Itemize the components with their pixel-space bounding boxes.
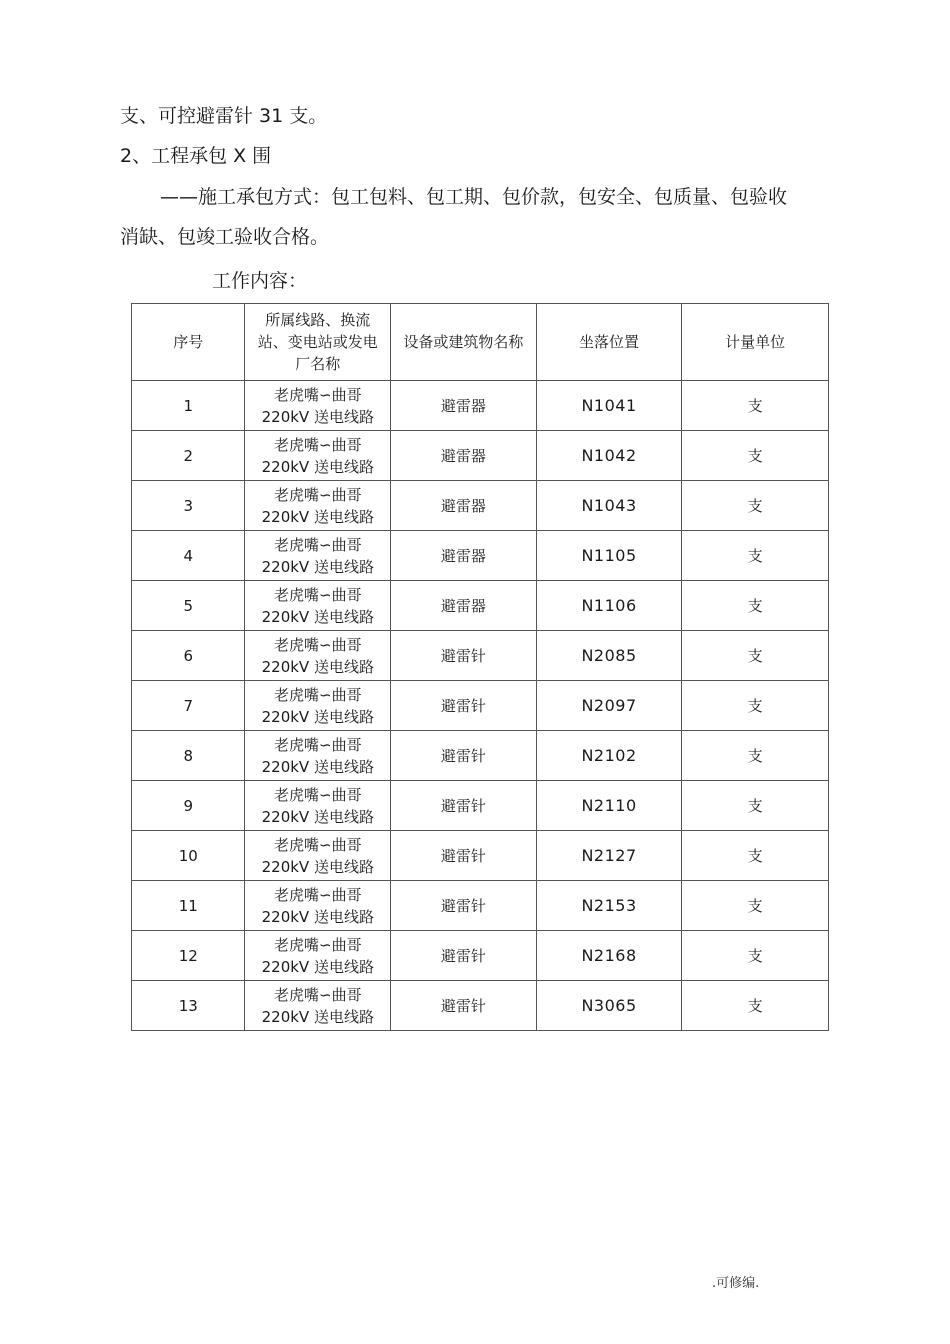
cell-line [245,931,391,981]
cell-line [245,431,391,481]
cell-line-b: 220kV 送电线路 [261,457,374,476]
table-row [132,531,829,581]
cell-seq: 2 [132,431,245,481]
table-row [132,931,829,981]
cell-seq: 5 [132,581,245,631]
cell-device: 避雷针 [391,781,537,831]
table-row [132,681,829,731]
cell-position: N1042 [536,431,682,481]
cell-line-a: 老虎嘴∽曲哥 [274,685,362,704]
cell-line-b: 220kV 送电线路 [261,607,374,626]
table-row [132,431,829,481]
cell-seq: 7 [132,681,245,731]
cell-line-b: 220kV 送电线路 [261,707,374,726]
cell-line [245,881,391,931]
header-line-part1: 所属线路、换流 [265,311,371,329]
cell-line-a: 老虎嘴∽曲哥 [274,535,362,554]
paragraph-contract-mode: ——施工承包方式：包工包料、包工期、包价款，包安全、包质量、包验收 [160,186,788,208]
table-row [132,981,829,1031]
table-row [132,381,829,431]
cell-line-b: 220kV 送电线路 [261,957,374,976]
cell-seq: 6 [132,631,245,681]
cell-unit: 支 [682,881,829,931]
cell-seq: 11 [132,881,245,931]
header-unit: 计量单位 [682,304,829,381]
cell-unit: 支 [682,481,829,531]
cell-device: 避雷针 [391,681,537,731]
cell-position: N2168 [536,931,682,981]
cell-line [245,731,391,781]
cell-position: N2110 [536,781,682,831]
cell-unit: 支 [682,981,829,1031]
cell-device: 避雷器 [391,581,537,631]
cell-line-a: 老虎嘴∽曲哥 [274,435,362,454]
cell-line [245,581,391,631]
footer-note: .可修编. [712,1276,760,1291]
table-row [132,731,829,781]
cell-line [245,681,391,731]
cell-device: 避雷针 [391,881,537,931]
cell-device: 避雷针 [391,931,537,981]
cell-line-b: 220kV 送电线路 [261,657,374,676]
cell-position: N1043 [536,481,682,531]
cell-position: N3065 [536,981,682,1031]
cell-line-a: 老虎嘴∽曲哥 [274,735,362,754]
header-device: 设备或建筑物名称 [391,304,537,381]
cell-unit: 支 [682,831,829,881]
cell-line-a: 老虎嘴∽曲哥 [274,835,362,854]
cell-line-a: 老虎嘴∽曲哥 [274,635,362,654]
cell-seq: 4 [132,531,245,581]
cell-line-a: 老虎嘴∽曲哥 [274,385,362,404]
table-row [132,631,829,681]
cell-unit: 支 [682,731,829,781]
cell-device: 避雷器 [391,481,537,531]
paragraph-contract-mode-cont: 消缺、包竣工验收合格。 [120,226,330,248]
cell-seq: 13 [132,981,245,1031]
cell-line-b: 220kV 送电线路 [261,1007,374,1026]
cell-device: 避雷器 [391,431,537,481]
cell-seq: 8 [132,731,245,781]
cell-seq: 9 [132,781,245,831]
cell-line-b: 220kV 送电线路 [261,557,374,576]
cell-line [245,981,391,1031]
work-content-table [131,303,829,1031]
cell-position: N2127 [536,831,682,881]
cell-line-a: 老虎嘴∽曲哥 [274,885,362,904]
cell-line-b: 220kV 送电线路 [261,907,374,926]
cell-position: N2097 [536,681,682,731]
table-row [132,481,829,531]
cell-position: N2085 [536,631,682,681]
cell-line [245,781,391,831]
cell-seq: 10 [132,831,245,881]
cell-position: N2153 [536,881,682,931]
cell-unit: 支 [682,531,829,581]
cell-line-a: 老虎嘴∽曲哥 [274,585,362,604]
cell-line-b: 220kV 送电线路 [261,507,374,526]
cell-line-a: 老虎嘴∽曲哥 [274,485,362,504]
cell-line [245,481,391,531]
cell-unit: 支 [682,681,829,731]
header-line-part3: 厂名称 [295,355,341,373]
cell-unit: 支 [682,931,829,981]
table-row [132,581,829,631]
cell-seq: 3 [132,481,245,531]
cell-line-a: 老虎嘴∽曲哥 [274,985,362,1004]
header-seq: 序号 [132,304,245,381]
cell-line [245,531,391,581]
cell-line-b: 220kV 送电线路 [261,857,374,876]
cell-device: 避雷器 [391,381,537,431]
header-position: 坐落位置 [536,304,682,381]
cell-position: N2102 [536,731,682,781]
cell-unit: 支 [682,381,829,431]
cell-device: 避雷针 [391,981,537,1031]
header-line [245,304,391,381]
work-content-label: 工作内容： [212,270,308,292]
cell-line [245,631,391,681]
cell-position: N1041 [536,381,682,431]
table-row [132,881,829,931]
cell-position: N1106 [536,581,682,631]
cell-line-b: 220kV 送电线路 [261,807,374,826]
cell-unit: 支 [682,781,829,831]
header-line-part2: 站、变电站或发电 [257,333,378,351]
cell-device: 避雷针 [391,731,537,781]
cell-position: N1105 [536,531,682,581]
cell-line [245,381,391,431]
cell-seq: 12 [132,931,245,981]
cell-line [245,831,391,881]
table-row [132,781,829,831]
cell-line-b: 220kV 送电线路 [261,757,374,776]
cell-line-a: 老虎嘴∽曲哥 [274,935,362,954]
cell-line-b: 220kV 送电线路 [261,407,374,426]
table-row [132,831,829,881]
cell-line-a: 老虎嘴∽曲哥 [274,785,362,804]
cell-unit: 支 [682,581,829,631]
paragraph-line-1: 支、可控避雷针 31 支。 [120,105,328,127]
cell-device: 避雷针 [391,831,537,881]
cell-device: 避雷针 [391,631,537,681]
cell-device: 避雷器 [391,531,537,581]
cell-unit: 支 [682,431,829,481]
cell-unit: 支 [682,631,829,681]
section-heading: 2、工程承包 X 围 [120,145,272,167]
table-header-row [132,304,829,381]
cell-seq: 1 [132,381,245,431]
